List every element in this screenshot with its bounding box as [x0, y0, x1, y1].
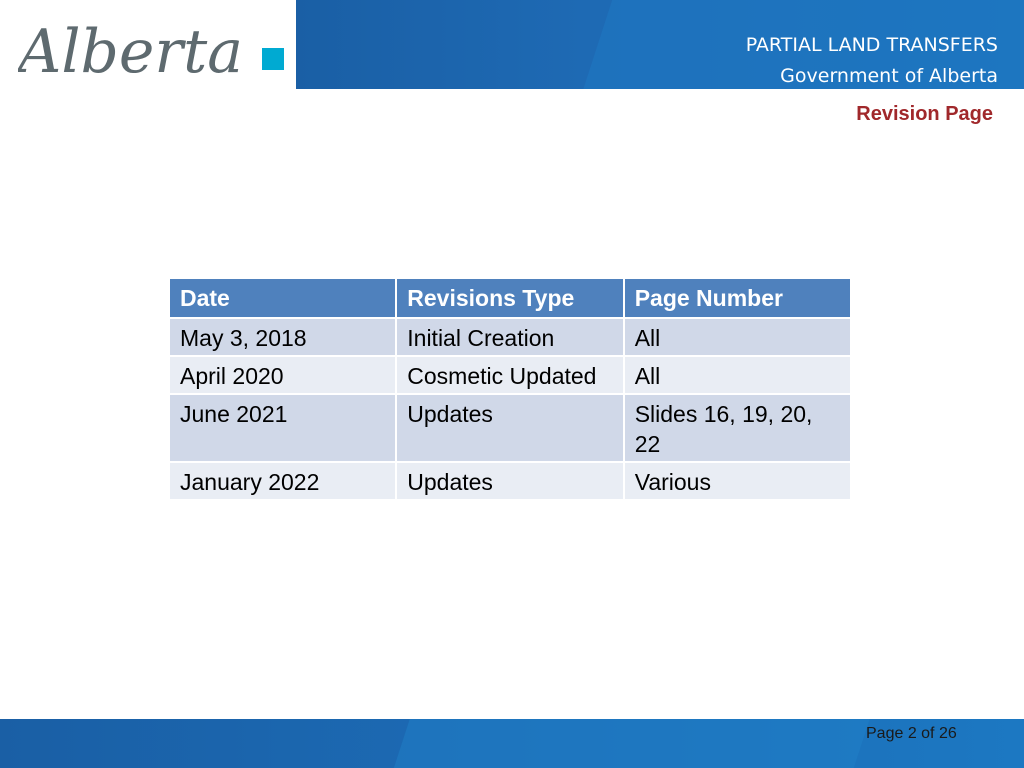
- page-number: Page 2 of 26: [866, 725, 957, 742]
- column-header-revisions-type: Revisions Type: [397, 279, 622, 317]
- table-row: [170, 463, 850, 499]
- cell-date: January 2022: [170, 463, 395, 499]
- table-header-row: [170, 279, 850, 317]
- alberta-logo: [18, 6, 288, 88]
- logo-wordmark: Alberta: [18, 17, 243, 87]
- logo-teal-square: [262, 48, 284, 70]
- cell-page-number: All: [625, 319, 850, 355]
- document-subtitle: Government of Alberta: [780, 65, 998, 87]
- cell-revisions-type: Initial Creation: [397, 319, 622, 355]
- header-titles: [746, 30, 998, 92]
- column-header-page-number: Page Number: [625, 279, 850, 317]
- cell-page-number: All: [625, 357, 850, 393]
- cell-date: June 2021: [170, 395, 395, 461]
- cell-page-number: Slides 16, 19, 20, 22: [625, 395, 850, 461]
- table-row: [170, 319, 850, 355]
- cell-date: May 3, 2018: [170, 319, 395, 355]
- cell-revisions-type: Cosmetic Updated: [397, 357, 622, 393]
- cell-revisions-type: Updates: [397, 395, 622, 461]
- revision-table: [168, 277, 852, 501]
- column-header-date: Date: [170, 279, 395, 317]
- cell-page-number: Various: [625, 463, 850, 499]
- document-title: PARTIAL LAND TRANSFERS: [745, 34, 998, 56]
- cell-revisions-type: Updates: [397, 463, 622, 499]
- table-row: [170, 357, 850, 393]
- table-row: [170, 395, 850, 461]
- cell-date: April 2020: [170, 357, 395, 393]
- page-title: Revision Page: [856, 103, 993, 125]
